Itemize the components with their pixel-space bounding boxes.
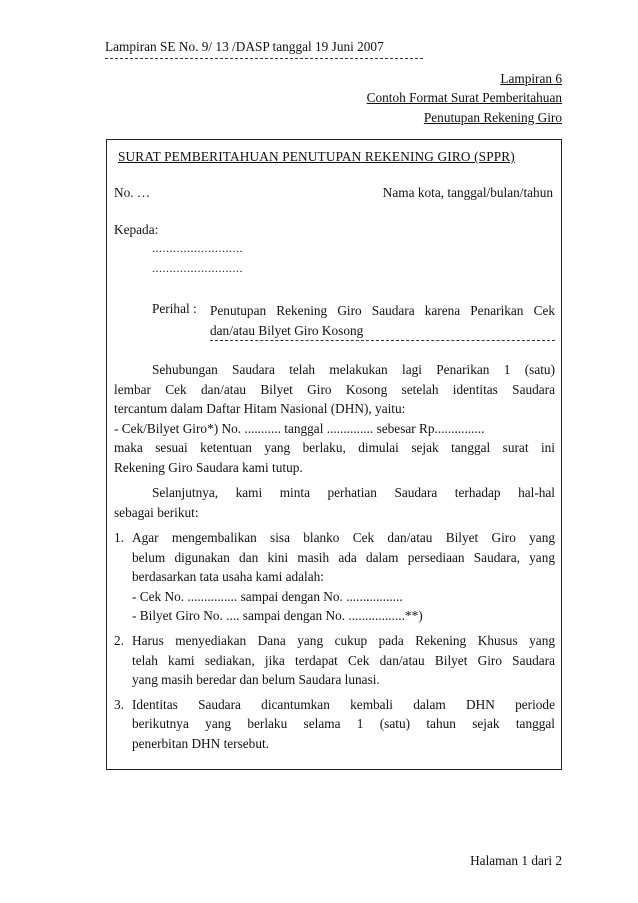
list-item-line: yang masih beredar dan belum Saudara lunasi. bbox=[132, 672, 380, 688]
list-item-line: telah kami sediakan, jika terdapat Cek dan/atau Bilyet Giro Saudara bbox=[132, 652, 555, 668]
list-item-number: 2. bbox=[114, 632, 124, 648]
header-dashed-rule bbox=[105, 58, 423, 59]
p2-line-2: sebagai berikut: bbox=[114, 504, 199, 520]
p2-line-1: Selanjutnya, kami minta perhatian Saudara terhadap hal-hal bbox=[152, 485, 555, 500]
subject-line-1: Penutupan Rekening Giro Saudara karena Penarikan Cek bbox=[210, 303, 555, 318]
subject-line-2: dan/atau Bilyet Giro Kosong bbox=[210, 323, 364, 338]
letter-number: No. … bbox=[114, 185, 151, 200]
list-item-line: berikutnya yang berlaku selama 1 (satu) tahun sejak tanggal bbox=[132, 716, 555, 732]
list-item-line: penerbitan DHN tersebut. bbox=[132, 735, 269, 751]
letter-place-date: Nama kota, tanggal/bulan/tahun bbox=[382, 185, 553, 200]
paragraph-1 bbox=[114, 360, 555, 478]
recipient-line-2: .......................... bbox=[152, 261, 243, 275]
page-number: Halaman 1 dari 2 bbox=[470, 853, 562, 868]
list-item-line: belum digunakan dan kini masih ada dalam persediaan Saudara, yang bbox=[132, 549, 555, 565]
list-item bbox=[114, 528, 555, 626]
list-item-line: - Bilyet Giro No. .... sampai dengan No. .................**) bbox=[132, 608, 423, 624]
subject-dashed-rule bbox=[210, 340, 555, 341]
list-item bbox=[114, 695, 555, 754]
list-item-line: Agar mengembalikan sisa blanko Cek dan/atau Bilyet Giro yang bbox=[132, 530, 555, 545]
subject-text bbox=[210, 301, 555, 341]
list-item-line: Harus menyediakan Dana yang cukup pada Rekening Khusus yang bbox=[132, 632, 555, 648]
p1-line-3: tercantum dalam Daftar Hitam Nasional (DHN), yaitu: bbox=[114, 401, 406, 417]
recipient-line-1: .......................... bbox=[152, 241, 243, 255]
p1-line-4: - Cek/Bilyet Giro*) No. ........... tanggal .............. sebesar Rp............... bbox=[114, 420, 485, 436]
letter-title: SURAT PEMBERITAHUAN PENUTUPAN REKENING GIRO (SPPR) bbox=[118, 149, 515, 164]
p1-line-5: maka sesuai ketentuan yang berlaku, dimulai sejak tanggal surat ini bbox=[114, 440, 555, 456]
list-item-line: Identitas Saudara dicantumkan kembali dalam DHN periode bbox=[132, 696, 555, 712]
list-item-number: 1. bbox=[114, 530, 124, 545]
lampiran-number: Lampiran 6 bbox=[500, 71, 562, 86]
lampiran-block bbox=[367, 69, 562, 127]
document-header: Lampiran SE No. 9/ 13 /DASP tanggal 19 Juni 2007 bbox=[105, 39, 384, 54]
p1-line-6: Rekening Giro Saudara kami tutup. bbox=[114, 459, 303, 475]
p1-line-1: Sehubungan Saudara telah melakukan lagi Penarikan 1 (satu) bbox=[152, 362, 555, 377]
recipient-label: Kepada: bbox=[114, 222, 159, 237]
list-item bbox=[114, 631, 555, 690]
paragraph-2 bbox=[114, 483, 555, 522]
lampiran-subtitle: Penutupan Rekening Giro bbox=[423, 109, 562, 125]
lampiran-title: Contoh Format Surat Pemberitahuan bbox=[366, 90, 562, 106]
numbered-list bbox=[114, 528, 555, 759]
list-item-line: - Cek No. ............... sampai dengan No. ................. bbox=[132, 588, 403, 604]
subject-label: Perihal : bbox=[152, 301, 197, 316]
list-item-line: berdasarkan tata usaha kami adalah: bbox=[132, 569, 324, 585]
list-item-number: 3. bbox=[114, 696, 124, 712]
p1-line-2: lembar Cek dan/atau Bilyet Giro Kosong setelah identitas Saudara bbox=[114, 381, 555, 397]
